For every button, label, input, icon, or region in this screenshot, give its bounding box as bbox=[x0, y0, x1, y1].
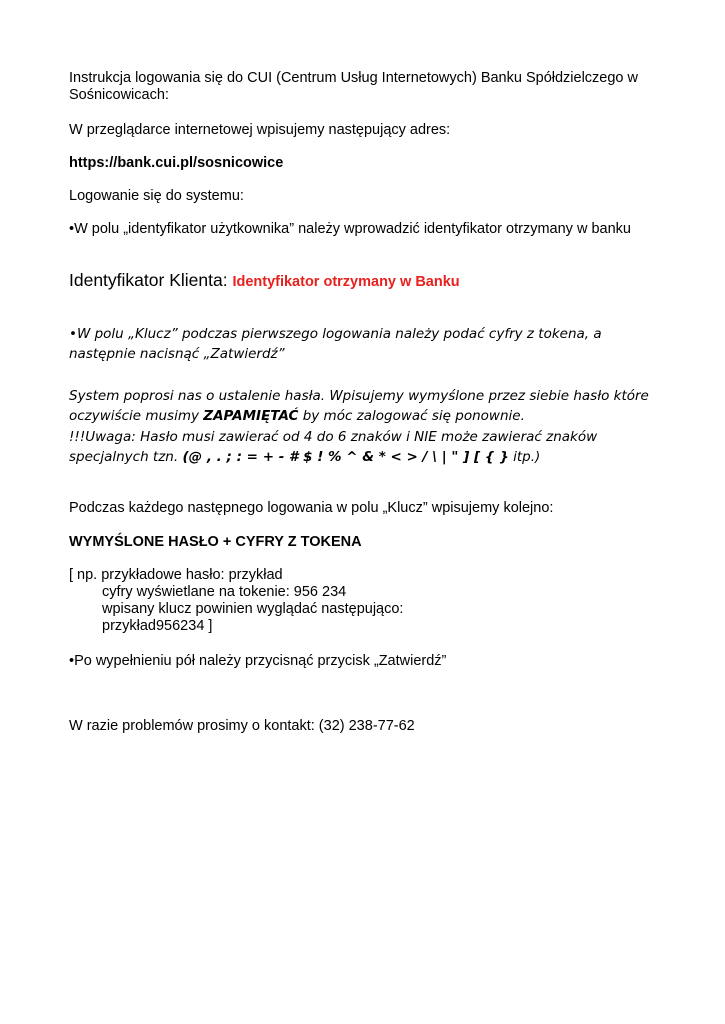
contact-line: W razie problemów prosimy o kontakt: (32) 238-77-62 bbox=[69, 718, 415, 734]
next-login-line: Podczas każdego następnego logowania w polu „Klucz” wpisujemy kolejno: bbox=[69, 500, 554, 516]
example-line-4: przykład956234 ] bbox=[102, 618, 213, 634]
example-line-1: [ np. przykładowe hasło: przykład bbox=[69, 567, 283, 583]
klucz-line-2: następnie nacisnąć „Zatwierdź” bbox=[69, 346, 285, 362]
warning-line: !!!Uwaga: Hasło musi zawierać od 4 do 6 znaków i NIE może zawierać znaków bbox=[69, 429, 598, 445]
password-line-2-after: by móc zalogować się ponownie. bbox=[298, 408, 525, 424]
special-chars-after: itp.) bbox=[508, 449, 541, 465]
example-line-3: wpisany klucz powinien wyglądać następująco: bbox=[102, 601, 404, 617]
client-id-line bbox=[69, 271, 460, 291]
remember-emphasis: ZAPAMIĘTAĆ bbox=[203, 408, 299, 424]
login-heading: Logowanie się do systemu: bbox=[69, 188, 244, 204]
special-chars-line bbox=[69, 447, 540, 467]
intro-line-1: Instrukcja logowania się do CUI (Centrum Usług Internetowych) Banku Spółdzielczego w bbox=[69, 70, 638, 86]
client-id-label: Identyfikator Klienta: bbox=[69, 270, 228, 290]
browser-instruction: W przeglądarce internetowej wpisujemy następujący adres: bbox=[69, 122, 451, 138]
bank-url[interactable]: https://bank.cui.pl/sosnicowice bbox=[69, 155, 284, 171]
example-line-2: cyfry wyświetlane na tokenie: 956 234 bbox=[102, 584, 347, 600]
klucz-line-1: •W polu „Klucz” podczas pierwszego logowania należy podać cyfry z tokena, a bbox=[69, 326, 602, 342]
special-chars-list: (@ , . ; : = + - # $ ! % ^ & * < > / \ | " ] [ { } bbox=[182, 449, 509, 465]
bullet-user-id: •W polu „identyfikator użytkownika” należy wprowadzić identyfikator otrzymany w banku bbox=[69, 221, 631, 237]
password-line-2 bbox=[69, 406, 525, 426]
intro-line-2: Sośnicowicach: bbox=[69, 87, 169, 103]
client-id-value: Identyfikator otrzymany w Banku bbox=[232, 274, 460, 290]
key-formula: WYMYŚLONE HASŁO + CYFRY Z TOKENA bbox=[69, 534, 362, 550]
submit-instruction: •Po wypełnieniu pół należy przycisnąć przycisk „Zatwierdź” bbox=[69, 653, 447, 669]
special-chars-before: specjalnych tzn. bbox=[69, 449, 183, 465]
password-line-1: System poprosi nas o ustalenie hasła. Wpisujemy wymyślone przez siebie hasło które bbox=[69, 388, 649, 404]
password-line-2-before: oczywiście musimy bbox=[69, 408, 204, 424]
